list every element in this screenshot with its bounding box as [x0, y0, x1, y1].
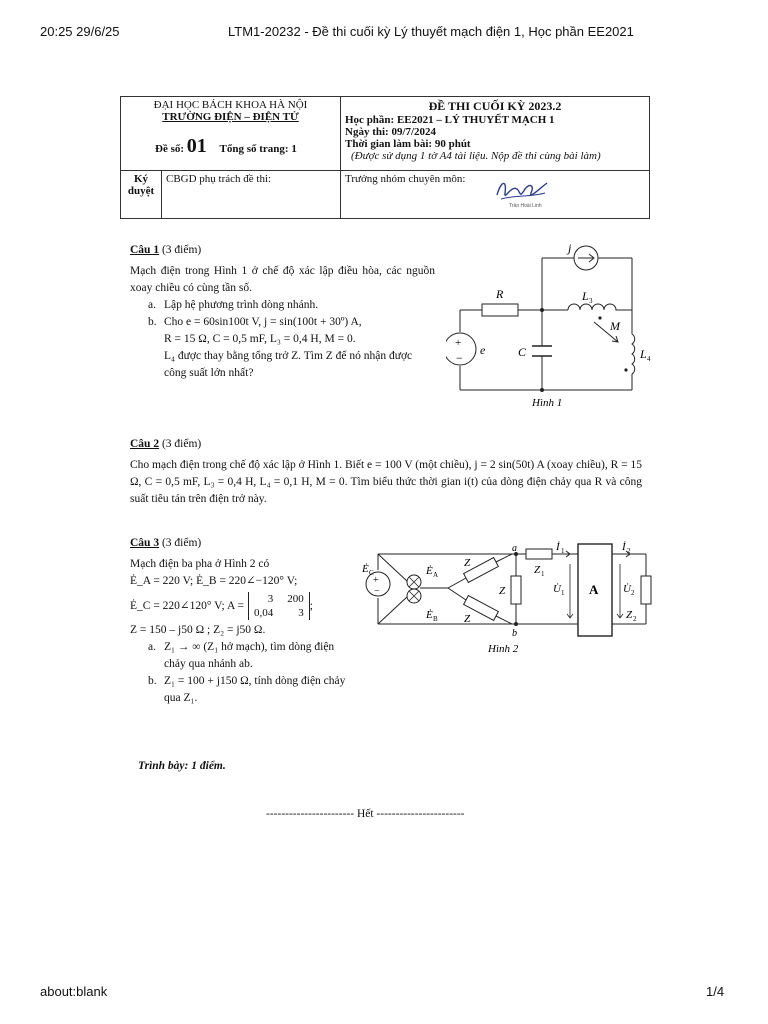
label-node-a: a	[512, 543, 517, 554]
figure-1-circuit	[446, 238, 656, 414]
label-z2: Z	[626, 609, 633, 621]
q3-b-mark: b.	[148, 675, 157, 687]
q1-title: Câu 1	[130, 244, 160, 256]
impedance-z1	[526, 549, 552, 559]
matrix-a-11: 3	[267, 593, 274, 605]
svg-text:−: −	[374, 586, 380, 597]
label-m: M	[610, 319, 620, 333]
impedance-z-ab	[511, 576, 521, 604]
label-eb: Ė	[426, 609, 433, 621]
label-u2-sub: 2	[631, 589, 635, 597]
q1-a-mark: a.	[148, 299, 156, 311]
svg-text:−: −	[456, 351, 463, 365]
label-node-b: b	[512, 628, 517, 639]
figure-2-circuit	[360, 538, 660, 658]
print-page-counter: 1/4	[706, 984, 725, 999]
end-marker: ----------------------- Hết -----------------------	[266, 808, 465, 820]
label-u1-sub: 1	[561, 589, 565, 597]
label-z1: Z	[534, 564, 541, 576]
q3-points: (3 điểm)	[161, 537, 202, 549]
inductor-l3	[568, 304, 622, 310]
label-l3: L	[582, 289, 589, 303]
q3-line1: Ė_A = 220 V; Ė_B = 220∠−120° V;	[130, 575, 298, 587]
label-i2: İ	[622, 541, 626, 553]
q3-title: Câu 3	[130, 537, 160, 549]
q3-a-text: Z₁ → ∞ (Z₁ hở mạch), tìm dòng điện chảy qua nhánh ab.	[164, 641, 335, 670]
label-ec: Ė	[362, 563, 369, 575]
question-3	[130, 535, 356, 707]
leader-label: Trưởng nhóm chuyên môn:	[345, 173, 466, 185]
label-i2-sub: 2	[627, 547, 631, 555]
print-url: about:blank	[40, 984, 108, 999]
q1-b-line2: R = 15 Ω, C = 0,5 mF, L₃ = 0,4 H, M = 0.	[164, 333, 356, 345]
impedance-z2	[641, 576, 651, 604]
figure-1-caption: Hình 1	[532, 397, 563, 409]
school-name: TRƯỜNG ĐIỆN – ĐIỆN TỬ	[162, 111, 299, 123]
svg-text:+: +	[455, 337, 462, 349]
label-z-ab: Z	[499, 585, 506, 597]
label-e: e	[480, 343, 486, 357]
exam-header-table	[120, 96, 650, 219]
label-ea: Ė	[426, 565, 433, 577]
q1-intro: Mạch điện trong Hình 1 ở chế độ xác lập điều hòa, các nguồn xoay chiều có cùng tần số.	[130, 265, 435, 294]
signer-name: Trần Hoài Linh	[509, 203, 542, 209]
label-two-port: A	[589, 582, 599, 597]
label-z-top: Z	[464, 557, 471, 569]
q3-a-mark: a.	[148, 641, 156, 653]
q1-b-line1: Cho e = 60sin100t V, j = sin(100t + 30º) A,	[164, 316, 362, 328]
figure-2-caption: Hình 2	[488, 643, 519, 655]
label-l4: L	[640, 347, 647, 361]
q3-line2: Ė_C = 220∠120° V; A =	[130, 599, 245, 612]
matrix-a-12: 200	[287, 593, 304, 605]
label-u1: U̇	[553, 583, 561, 595]
exam-note: (Được sử dụng 1 tờ A4 tài liệu. Nộp đề thi cùng bài làm)	[351, 150, 601, 162]
question-2	[130, 436, 642, 508]
header-right-cell	[341, 97, 650, 171]
course: Học phần: EE2021 – LÝ THUYẾT MẠCH 1	[345, 114, 555, 126]
label-j: j	[568, 241, 572, 255]
exam-duration: Thời gian làm bài: 90 phút	[345, 138, 471, 150]
question-1	[130, 242, 435, 382]
q1-a-text: Lập hệ phương trình dòng nhánh.	[164, 299, 319, 311]
exam-number-row	[125, 135, 336, 158]
q3-intro: Mạch điện ba pha ở Hình 2 có	[130, 558, 270, 570]
label-i1: İ	[556, 541, 560, 553]
label-z-bottom: Z	[464, 613, 471, 625]
header-left-cell	[121, 97, 341, 171]
label-u2: U̇	[623, 583, 631, 595]
matrix-a	[248, 592, 310, 620]
matrix-a-21: 0,04	[254, 607, 274, 619]
matrix-a-22: 3	[298, 607, 304, 619]
resistor-r	[482, 304, 518, 316]
svg-text:+: +	[373, 575, 379, 586]
inductor-l4	[632, 334, 635, 374]
exam-no-label: Đề số:	[155, 143, 185, 155]
q3-b-text: Z₁ = 100 + j150 Ω, tính dòng điện chảy qua Z₁.	[164, 675, 346, 704]
label-c: C	[518, 345, 527, 359]
label-z2-sub: 2	[633, 615, 637, 623]
exam-title: ĐỀ THI CUỐI KỲ 2023.2	[428, 99, 562, 113]
label-r: R	[496, 287, 504, 301]
approval-cell: Ký duyệt	[121, 171, 162, 219]
q1-b-mark: b.	[148, 316, 157, 328]
q2-text: Cho mạch điện trong chế độ xác lập ở Hình 1. Biết e = 100 V (một chiều), j = 2 sin(50t) A (xoay chiều), R = 15 Ω, C = 0,5 mF, L₃ = 0,4 H, L₄ = 0,1 H, M = 0. Tìm biểu thức thời gian i(t) của dòng điện chảy qua R và công suất tiêu tán trên điện trở này.	[130, 459, 642, 505]
label-i1-sub: 1	[561, 547, 565, 555]
leader-cell	[341, 171, 650, 219]
exam-no: 01	[186, 135, 207, 157]
print-page-title: LTM1-20232 - Đề thi cuối kỳ Lý thuyết mạch điện 1, Học phần EE2021	[228, 24, 634, 39]
print-datetime: 20:25 29/6/25	[40, 24, 120, 39]
q1-points: (3 điểm)	[161, 244, 202, 256]
q3-matrix-row: Ė_C = 220∠120° V; A = 3 200 0,04 3 ;	[130, 593, 313, 619]
total-pages: Tổng số trang: 1	[219, 143, 297, 155]
cbgd-cell: CBGD phụ trách đề thi:	[162, 171, 341, 219]
label-l4-sub: 4	[647, 355, 651, 363]
q2-title: Câu 2	[130, 438, 160, 450]
label-l3-sub: 3	[589, 297, 593, 305]
label-z1-sub: 1	[541, 570, 545, 578]
label-ec-sub: C	[369, 569, 374, 577]
presentation-note: Trình bày: 1 điểm.	[138, 760, 226, 772]
q2-points: (3 điểm)	[161, 438, 202, 450]
q3-line3: Z = 150 – j50 Ω ; Z₂ = j50 Ω.	[130, 624, 266, 636]
university-name: ĐẠI HỌC BÁCH KHOA HÀ NỘI	[153, 99, 308, 111]
q1-b-line3: L₄ được thay bằng tổng trở Z. Tìm Z để nó nhận được công suất lớn nhất?	[164, 350, 413, 379]
label-eb-sub: B	[433, 615, 438, 623]
label-ea-sub: A	[433, 571, 439, 579]
exam-date: Ngày thi: 09/7/2024	[345, 126, 437, 138]
